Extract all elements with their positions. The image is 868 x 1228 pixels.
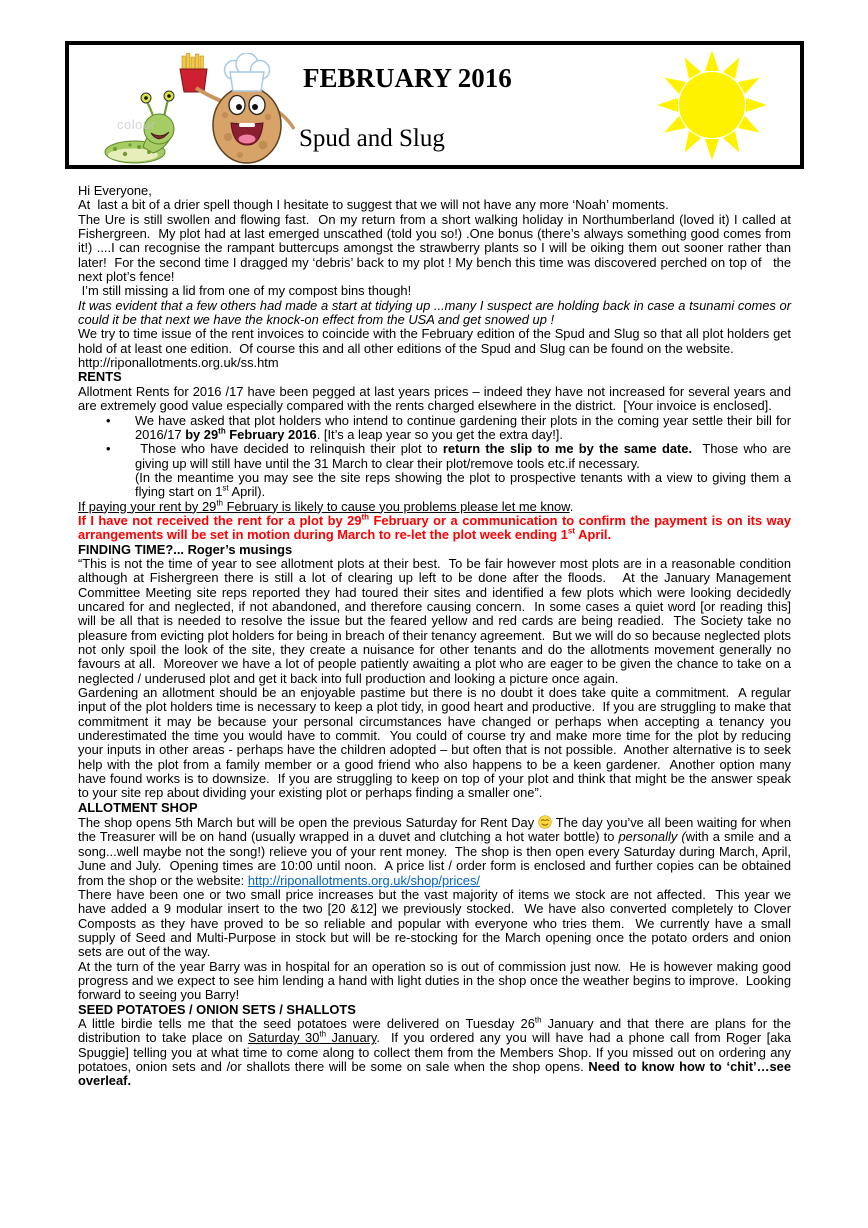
- bullet-item: [78, 441, 795, 500]
- invoice-timing: [78, 326, 795, 356]
- bullet-item: [78, 412, 795, 443]
- text-run: If paying your rent by 29: [78, 498, 217, 514]
- text-run: The day you’ve all been waiting for when the Treasurer will be on hand (usually wrapped in a duvet and clutching a hot water bottle) to: [78, 815, 795, 845]
- text-run: There have been one or two small price increases but the vast majority of items we stock are not affected. This year we have added a 9 modular insert to the two [20 &12] we previously stocked. We have also converted completely to Clover Composts as they have proved to be so reliable and popular with everyone who tries them. We currently have a small supply of Seed and Multi-Purpose in stock but will be re-stocking for the March opening once the potato orders and onion sets are out of the way.: [78, 886, 795, 960]
- text-run: Those who have decided to relinquish their plot to: [135, 441, 443, 457]
- shop-opening: [78, 815, 795, 888]
- rent-warning: [78, 512, 795, 543]
- text-run: th: [361, 512, 370, 522]
- text-run: February 2016: [225, 426, 317, 442]
- rent-reminder: [78, 500, 791, 514]
- potato-chef-icon: [196, 53, 294, 163]
- shop-heading: [78, 801, 791, 815]
- text-run: return the slip to me by the same date.: [442, 441, 693, 457]
- text-run: http://riponallotments.org.uk/ss.htm: [78, 355, 279, 371]
- text-run: . [It’s a leap year so you get the extra day!].: [316, 426, 563, 442]
- text-run: “This is not the time of year to see allotment plots at their best. To be fair however most plots are in a reasonable condition although at Fishergreen there is still a lot of clearing up left to be done after the floods. At the January Management Committee Meeting site reps reported they had toured their sites and identified a few plots which were looking decidedly uncared for and neglected, if not abandoned, and therefore causing concern. In some cases a quiet word [or reading this] will be all that is needed to resolve the issue but the feared yellow and red cards are being readied. The Society take no pleasure from evicting plot holders for being in breach of their tenancy agreement. But we will do so because neglected plots not only spoil the look of the site, they create a nuisance for other tenants and do the allotments movement generally no favours at all. Moreover we have a lot of people patiently awaiting a plot who are eager to be given the chance to take on a neglected / underused plot and get it back into full production and looking a picture once again.: [78, 555, 795, 686]
- compost-note: [78, 284, 791, 298]
- slug-and-potato-illustration: [97, 53, 317, 165]
- text-run: Saturday 30: [247, 1030, 320, 1046]
- barry-update: [78, 958, 795, 1003]
- text-run: February is likely to cause you problems please let me know: [222, 498, 570, 514]
- smiley-emoji-icon: [538, 815, 552, 829]
- rents-intro: [78, 383, 795, 414]
- text-run: April).: [228, 484, 266, 500]
- finding-time-heading: [78, 543, 791, 557]
- seed-potatoes: [78, 1015, 795, 1089]
- text-run: I’m still missing a lid from one of my compost bins though!: [78, 283, 412, 299]
- text-run: FINDING TIME?... Roger’s musings: [78, 541, 293, 557]
- seed-heading: [78, 1003, 791, 1017]
- text-run: th: [218, 426, 226, 436]
- text-run: Allotment Rents for 2016 /17 have been pegged at last years prices – indeed they have not increased for several years and are extremely good value especially compared with the rents charged elsewhere in the district. [Your invoice is enclosed].: [78, 383, 795, 414]
- text-run: January and that there are plans for the distribution to take place on: [78, 1015, 795, 1046]
- text-run: February or a communication to confirm the payment is on its way arrangements will be set in motion during March to re-let the plot week ending 1: [78, 512, 795, 543]
- text-run: It was evident that a few others had made a start at tidying up ...many I suspect are holding back in case a tsunami comes or could it be that next we have the knock-on effect from the USA and get snowed up !: [78, 297, 795, 328]
- text-run: SEED POTATOES / ONION SETS / SHALLOTS: [78, 1001, 356, 1017]
- text-run: st: [222, 483, 229, 493]
- text-run: Those who are giving up will still have until the 31 March to clear their plot/remove tools etc.if necessary.: [135, 441, 795, 471]
- document-body: [78, 183, 795, 1089]
- stock-watermark: colour: [117, 117, 156, 132]
- text-run: st: [567, 526, 576, 536]
- newsletter-header: [65, 41, 804, 169]
- text-run: The Ure is still swollen and flowing fast. On my return from a short walking holiday in Northumberland (loved it) I called at Fishergreen. My plot had at last emerged unscathed (told you so!) .One bonus (there’s always something good comes from it!) ....I can recognise the rampant buttercups amongst the strawberry plants so I will be oiking them out sooner rather than later! For the second time I dragged my ‘debris’ back to my plot ! My bench this time was discovered perched on top of the next plot’s fence!: [78, 211, 795, 285]
- musings-2: [78, 685, 795, 801]
- text-run: .: [569, 498, 574, 514]
- text-run: with a smile and a song...well maybe not the song!) relieve you of your rent money. The shop is then open every Saturday during March, April, June and July. Opening times are 10:00 until noon. A price list / order form is enclosed and further copies can be obtained from the shop or the website:: [78, 829, 795, 888]
- text-run: April.: [575, 527, 612, 543]
- shop-stock: [78, 886, 795, 960]
- rents-heading: [78, 370, 791, 384]
- river-update: [78, 211, 795, 285]
- newsletter-subtitle: Spud and Slug: [299, 125, 445, 152]
- text-run: Hi Everyone,: [78, 183, 152, 198]
- text-run: January: [326, 1030, 377, 1046]
- text-run: by 29: [185, 426, 219, 442]
- text-run: RENTS: [78, 369, 122, 385]
- text-run: . If you ordered any you will have had a phone call from Roger [aka Spuggie] telling you at what time to come along to collect them from the Members Shop. If you missed out on ordering any potatoes, onion sets and /or shallots there will be some on sale when the shop opens.: [78, 1030, 795, 1074]
- text-run: At the turn of the year Barry was in hospital for an operation so is out of commission just now. He is however making good progress and we expect to see him lending a hand with light duties in the shop once the weather begins to improve. Looking forward to seeing you Barry!: [78, 958, 795, 1003]
- text-run: th: [534, 1015, 542, 1025]
- text-run: (In the meantime you may see the site reps showing the plot to prospective tenants with a view to giving them a flying start on 1: [135, 469, 795, 500]
- text-run: If I have not received the rent for a plot by 29: [78, 512, 362, 528]
- sun-icon: [646, 50, 778, 162]
- text-run: A little birdie tells me that the seed potatoes were delivered on Tuesday 26: [78, 1015, 535, 1031]
- text-run: Need to know how to ‘chit’…see overleaf.: [78, 1058, 795, 1089]
- tidying-observation: [78, 297, 795, 328]
- rent-bullets: [78, 412, 795, 500]
- text-run: The shop opens 5th March but will be open the previous Saturday for Rent Day: [78, 815, 539, 831]
- text-run: At last a bit of a drier spell though I hesitate to suggest that we will not have any more ‘Noah’ moments.: [78, 197, 669, 213]
- text-run: We have asked that plot holders who intend to continue gardening their plots in the coming year settle their bill for 2016/17: [135, 412, 795, 442]
- text-run: ALLOTMENT SHOP: [78, 799, 198, 815]
- weather-note: [78, 198, 791, 212]
- newsletter-title: FEBRUARY 2016: [303, 63, 512, 93]
- musings-1: [78, 555, 795, 686]
- text-run: personally (: [618, 829, 686, 845]
- text-run: th: [319, 1029, 327, 1039]
- text-run: th: [216, 498, 223, 508]
- hyperlink[interactable]: http://riponallotments.org.uk/shop/prices/: [247, 872, 480, 888]
- website-url: [78, 356, 791, 370]
- greeting: [78, 184, 791, 198]
- chef-hat-icon: [225, 53, 270, 91]
- text-run: We try to time issue of the rent invoices to coincide with the February edition of the Spud and Slug so that all plot holders get hold of at least one edition. Of course this and all other editions of the Spud and Slug can be found on the website.: [78, 326, 795, 356]
- fries-icon: [180, 53, 207, 92]
- text-run: Gardening an allotment should be an enjoyable pastime but there is no doubt it does take quite a commitment. A regular input of the plot holders time is necessary to keep a plot tidy, in good heart and productive. If you are struggling to make that commitment it may be because your personal circumstances have changed or perhaps when accepting a tenancy you underestimated the time you would have to commit. You could of course try and make more time for the plot by reducing your inputs in other areas - perhaps have the children adopted – but often that is not possible. Another alternative is to seek help with the plot from a family member or a good friend who also happens to be a keen gardener. Another option many have found works is to downsize. If you are struggling to keep on top of your plot and think that might be the answer speak to your site rep about dividing your existing plot or perhaps finding a smaller one”.: [78, 685, 795, 801]
